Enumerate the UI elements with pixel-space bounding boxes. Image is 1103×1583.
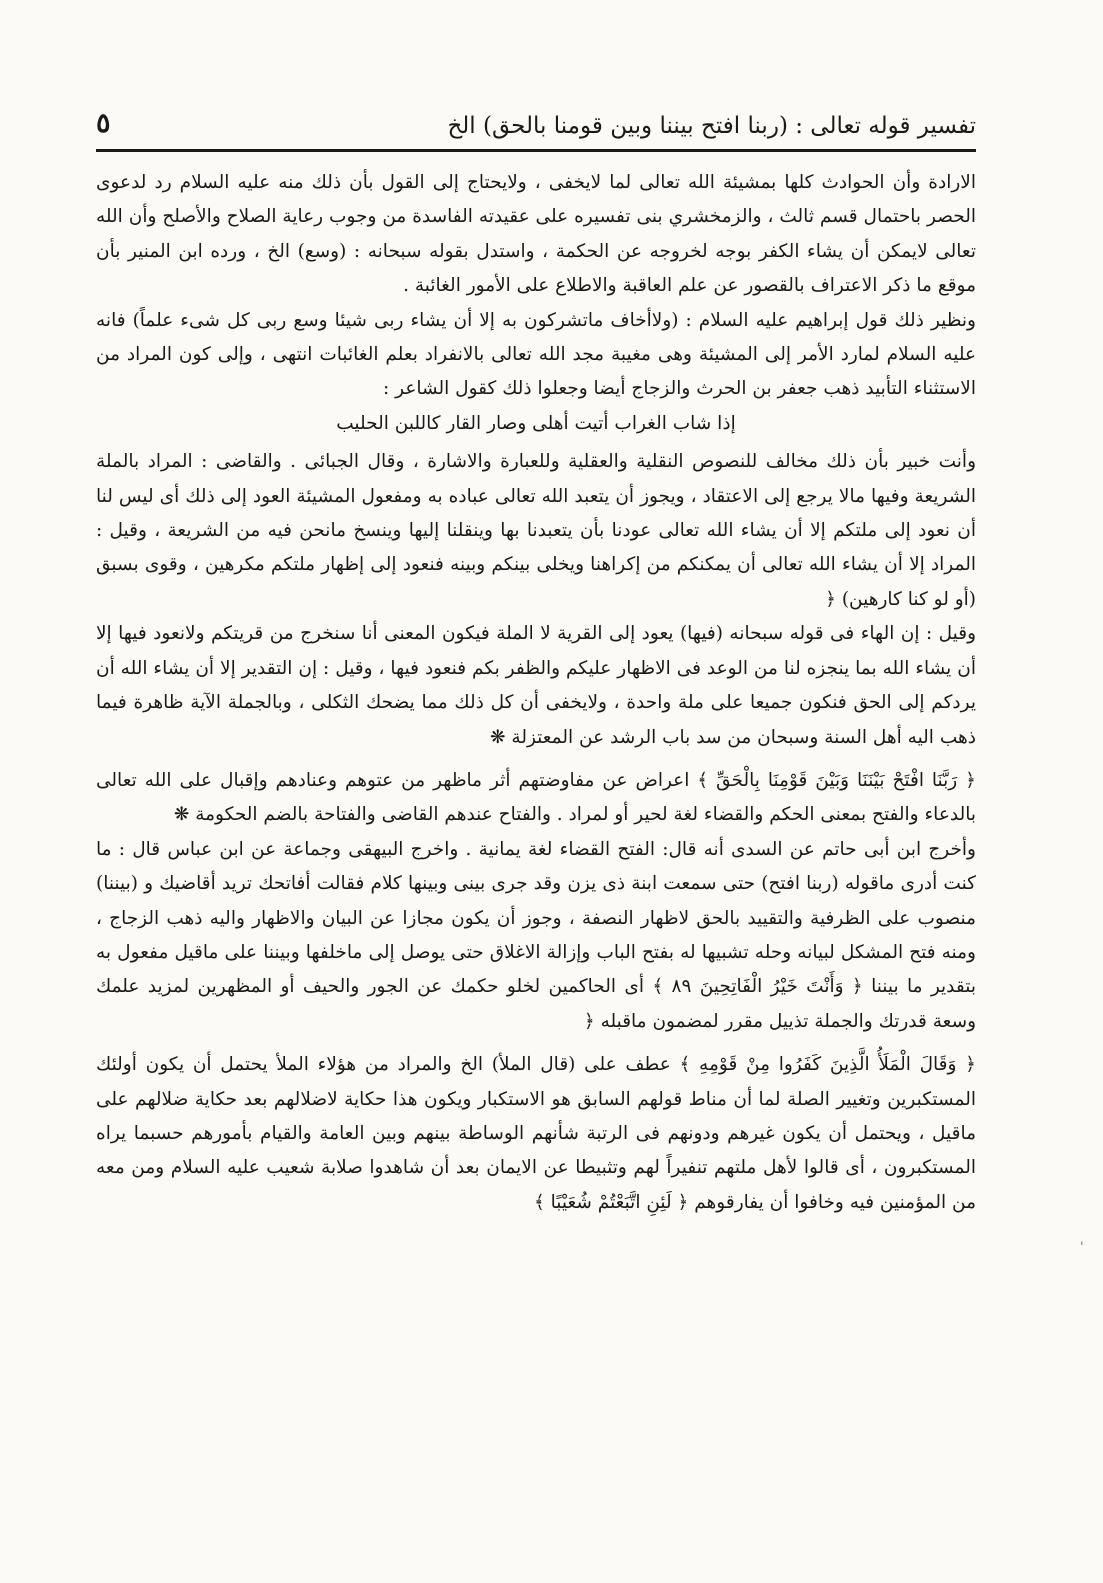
body-text bbox=[96, 166, 976, 1220]
margin-mark: ' bbox=[1080, 1240, 1084, 1255]
paragraph: الارادة وأن الحوادث كلها بمشيئة الله تعالى لما لايخفى ، ولايحتاج إلى القول بأن ذلك منه عليه السلام رد لدعوى الحصر باحتمال قسم ثالث ، والزمخشري بنى تفسيره على عقيدته الفاسدة من وجوب رعاية الصلاح والأصلح وأن الله تعالى لايمكن أن يشاء الكفر بوجه لخروجه عن الحكمة ، واستدل بقوله سبحانه : (وسع) الخ ، ورده ابن المنير بأن موقع ما ذكر الاعتراف بالقصور عن علم العاقبة والاطلاع على الأمور الغائبة . bbox=[96, 172, 976, 297]
paragraph: ﴿ رَبَّنَا افْتَحْ بَيْنَنَا وَبَيْنَ قَوْمِنَا بِالْحَقِّ ﴾ اعراض عن مفاوضتهم أثر ماظهر من عتوهم وعنادهم وإقبال على الله تعالى بالدعاء والفتح بمعنى الحكم والقضاء لغة لحير أو لمراد . والفتاح عندهم القاضى والفتاحة بالضم الحكومة ❋ bbox=[96, 769, 976, 826]
page-header bbox=[96, 108, 976, 152]
paragraph: ﴿ وَقَالَ الْمَلَأُ الَّذِينَ كَفَرُوا مِنْ قَوْمِهِ ﴾ عطف على (قال الملأ) الخ والمراد من هؤلاء الملأ يحتمل أن يكون أولئك المستكبرين وتغيير الصلة لما أن مناط قولهم السابق هو الاستكبار ويكون هذا حكاية لاضلالهم بعد حكاية ضلالهم على ماقيل ، ويحتمل أن يكون غيرهم ودونهم فى الرتبة شأنهم الوساطة بينهم وبين العامة والقيام بأمورهم حسبما يراه المستكبرون ، أى قالوا لأهل ملتهم تنفيراً لهم وتثبيطا عن الايمان بعد أن شاهدوا صلابة شعيب عليه السلام ومن معه من المؤمنين فيه وخافوا أن يفارقوهم ﴿ لَئِنِ اتَّبَعْتُمْ شُعَيْبًا ﴾ bbox=[96, 1054, 976, 1213]
paragraph: وأنت خبير بأن ذلك مخالف للنصوص النقلية والعقلية وللعبارة والاشارة ، وقال الجبائى . والقاضى : المراد بالملة الشريعة وفيها مالا يرجع إلى الاعتقاد ، ويجوز أن يتعبد الله تعالى عباده به ومفعول المشيئة العود إلى ذلك أى ليس لنا أن نعود إلى ملتكم إلا أن يشاء الله تعالى عودنا بأن يتعبدنا بها وينقلنا إليها وينسخ مانحن فيه من الشريعة ، وقيل : المراد إلا أن يشاء الله تعالى أن يمكنكم من إكراهنا ويخلى بينكم وبينه فنعود إلى إظهار ملتكم مكرهين ، وقوى بسبق (أو لو كنا كارهين) ﴿ bbox=[96, 451, 976, 610]
paragraph: وقيل : إن الهاء فى قوله سبحانه (فيها) يعود إلى القرية لا الملة فيكون المعنى أنا سنخرج من قريتكم ولانعود فيها إلا أن يشاء الله بما ينجزه لنا من الوعد فى الاظهار عليكم والظفر بكم فنعود فيها ، وقيل : إن التقدير إلا أن يشاء الله أن يردكم إلى الحق فنكون جميعا على ملة واحدة ، ولايخفى أن كل ذلك مما يضحك الثكلى ، وبالجملة الآية ظاهرة فيما ذهب اليه أهل السنة وسبحان من سد باب الرشد عن المعتزلة ❋ bbox=[96, 623, 976, 748]
page bbox=[96, 108, 976, 1220]
poetry-verse: إذا شاب الغراب أتيت أهلى وصار القار كاللبن الحليب bbox=[336, 412, 736, 434]
paragraph: وأخرج ابن أبى حاتم عن السدى أنه قال: الفتح القضاء لغة يمانية . واخرج البيهقى وجماعة عن ابن عباس قال : ما كنت أدرى ماقوله (ربنا افتح) حتى سمعت ابنة ذى يزن وقد جرى بينى وبينها كلام فقالت أفاتحك تريد أقاضيك و (بيننا) منصوب على الظرفية والتقييد بالحق لاظهار النصفة ، وجوز أن يكون مجازا عن البيان والاظهار واليه ذهب الزجاج ، ومنه فتح المشكل لبيانه وحله تشبيها له بفتح الباب وإزالة الاغلاق حتى يوصل إلى ماخلفها وبيننا على ماقيل مفعول به بتقدير ما بيننا ﴿ وَأَنْتَ خَيْرُ الْفَاتِحِينَ ٨٩ ﴾ أى الحاكمين لخلو حكمك عن الجور والحيف أو المظهرين لمزيد علمك وسعة قدرتك والجملة تذييل مقرر لمضمون ماقبله ﴿ bbox=[96, 838, 976, 1032]
running-title: تفسير قوله تعالى : (ربنا افتح بيننا وبين قومنا بالحق) الخ bbox=[447, 113, 976, 139]
paragraph: ونظير ذلك قول إبراهيم عليه السلام : (ولاأخاف ماتشركون به إلا أن يشاء ربى شيئا وسع ربى كل شىء علماً) فانه عليه السلام لمارد الأمر إلى المشيئة وهى مغيبة مجد الله تعالى بالانفراد بعلم الغائبات انتهى ، وإلى كون المراد من الاستثناء التأبيد ذهب جعفر بن الحرث والزجاج أيضا وجعلوا ذلك كقول الشاعر : bbox=[96, 309, 976, 400]
page-number: ٥ bbox=[96, 108, 111, 139]
